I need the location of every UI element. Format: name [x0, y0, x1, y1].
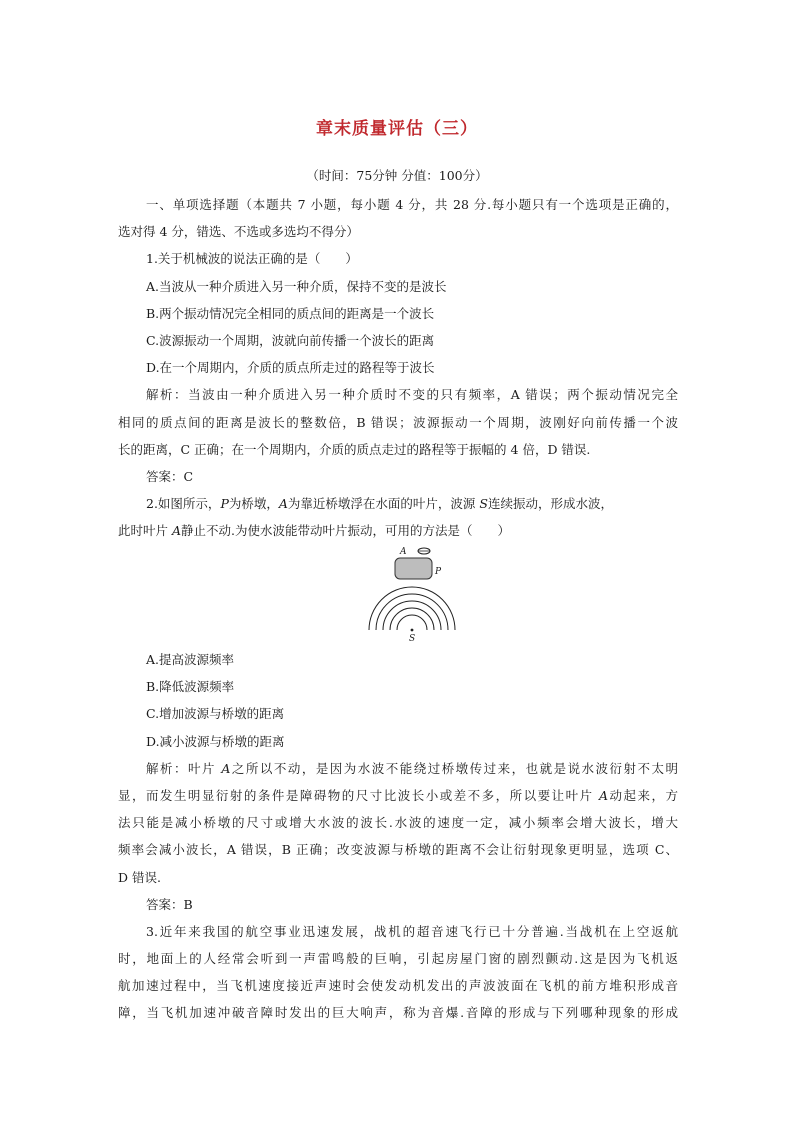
question-3-line3: 航加速过程中，当飞机速度接近声速时会使发动机发出的声波波面在飞机的前方堆积形成音 [118, 978, 678, 994]
section-heading-line1: 一、单项选择题（本题共 7 小题，每小题 4 分，共 28 分.每小题只有一个选项是正确的， [146, 197, 678, 212]
question-3-line1: 3.近年来我国的航空事业迅速发展，战机的超音速飞行已十分普遍.当战机在上空返航 [146, 923, 678, 939]
var-S: S [479, 496, 488, 512]
figure-label-A: A [400, 547, 407, 557]
var-A-4: A [599, 787, 609, 803]
var-A-2: A [171, 523, 182, 539]
q2-analysis-text-c: 显，而发生明显衍射的条件是障碍物的尺寸比波长小或差不多，所以要让叶片 [118, 787, 600, 803]
figure-label-S: S [409, 634, 416, 643]
q1-option-a: A.当波从一种介质进入另一种介质，保持不变的是波长 [146, 278, 447, 294]
q2-stem-text-b: 为桥墩， [228, 496, 279, 512]
exam-meta: （时间：75分钟 分值：100分） [306, 168, 488, 183]
page-title: 章末质量评估（三） [316, 119, 478, 139]
q2-analysis-line3: 法只能是减小桥墩的尺寸或增大水波的波长.水波的速度一定，减小频率会增大波长，增大 [118, 815, 678, 831]
q2-analysis-text-a: 解析：叶片 [146, 760, 222, 776]
question-3-line2: 时，地面上的人经常会听到一声雷鸣般的巨响，引起房屋门窗的剧烈颤动.这是因为飞机返 [118, 951, 678, 967]
q2-analysis-line5: D 错误. [118, 869, 161, 885]
q2-option-a: A.提高波源频率 [146, 652, 235, 667]
q1-analysis-line1: 解析：当波由一种介质进入另一种介质时不变的只有频率，A 错误；两个振动情况完全 [146, 387, 678, 403]
q1-block [118, 191, 678, 544]
q2-option-d: D.减小波源与桥墩的距离 [146, 733, 285, 749]
q2-block [118, 646, 678, 1027]
question-3-line4: 障，当飞机加速冲破音障时发出的巨大响声，称为音爆.音障的形成与下列哪种现象的形成 [118, 1005, 678, 1021]
q2-option-c: C.增加波源与桥墩的距离 [146, 706, 285, 722]
question-2-stem-line1 [118, 490, 678, 517]
q2-stem-text-c: 为靠近桥墩浮在水面的叶片，波源 [287, 496, 480, 512]
q2-analysis-line1 [118, 755, 678, 782]
figure-label-P: P [435, 567, 442, 577]
section-heading-line2: 选对得 4 分，错选、不选或多选均不得分） [118, 224, 359, 240]
q2-stem-text-d: 连续振动，形成水波， [487, 496, 613, 512]
q2-stem-text-f: 静止不动.为使水波能带动叶片振动，可用的方法是（ ） [181, 523, 510, 539]
q1-answer: 答案：C [146, 468, 194, 484]
q2-stem-text-e: 此时叶片 [118, 523, 172, 539]
water-wave-fronts [369, 587, 455, 630]
q2-analysis-text-b: 之所以不动，是因为水波不能绕过桥墩传过来，也就是说水波衍射不太明 [230, 760, 678, 776]
var-A: A [278, 496, 288, 512]
var-P: P [220, 496, 229, 512]
wave-source-point [411, 629, 414, 632]
q1-option-c: C.波源振动一个周期，波就向前传播一个波长的距离 [146, 332, 435, 348]
q1-option-b: B.两个振动情况完全相同的质点间的距离是一个波长 [146, 305, 435, 321]
q1-option-d: D.在一个周期内，介质的质点所走过的路程等于波长 [146, 360, 435, 376]
question-2-stem-line2 [118, 517, 678, 544]
q2-analysis-text-d: 动起来，方 [608, 787, 678, 803]
q2-option-b: B.降低波源频率 [146, 679, 235, 695]
q2-stem-text-a: 2.如图所示， [146, 496, 221, 512]
q2-answer: 答案：B [146, 896, 193, 912]
q2-analysis-line2 [118, 782, 678, 809]
question-1-stem: 1.关于机械波的说法正确的是（ ） [146, 251, 358, 267]
q2-analysis-line4: 频率会减小波长，A 错误，B 正确；改变波源与桥墩的距离不会让衍射现象更明显，选项 C、 [118, 842, 678, 858]
q1-analysis-line2: 相同的质点间的距离是波长的整数倍，B 错误；波源振动一个周期，波刚好向前传播一个波 [118, 414, 678, 430]
leaf-icon [418, 548, 430, 554]
q1-analysis-line3: 长的距离，C 正确；在一个周期内，介质的质点走过的路程等于振幅的 4 倍，D 错误. [118, 441, 591, 457]
var-A-3: A [221, 760, 231, 776]
bridge-pier [395, 558, 432, 579]
wave-diffraction-figure [362, 543, 462, 643]
